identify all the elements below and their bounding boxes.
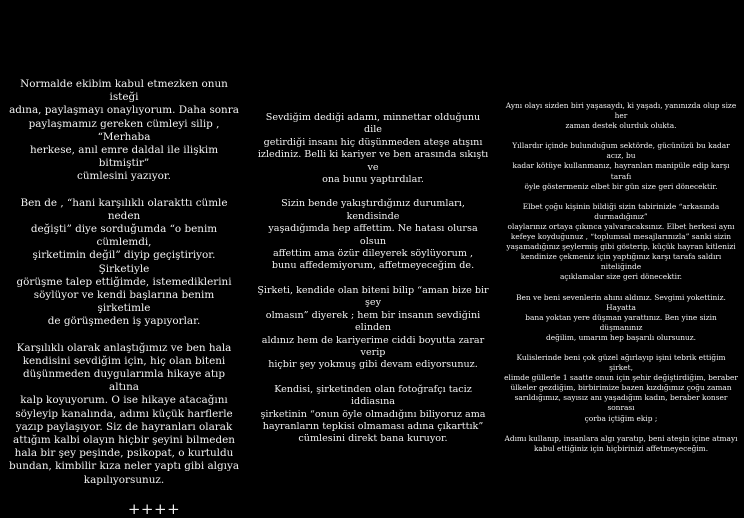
paragraph: Aynı olayı sizden biri yaşasaydı, ki yaşadı, yanınızda olup size her zaman destek olurduk olukta. xyxy=(505,101,737,131)
paragraph: Normalde ekibim kabul etmezken onun isteği adına, paylaşmayı onaylıyorum. Daha sonra paylaşmamız gereken cümleyi silip , “Merhaba herkese, anıl emre daldal ile ilişkim bitmiştir” cümlesini yazıyor. xyxy=(9,78,239,183)
closing-mark: ++++ xyxy=(127,499,181,518)
paragraph: Karşılıklı olarak anlaştığımız ve ben hala kendisini sevdiğim için, hiç olan biteni düşünmeden duygularımla hikaye atıp altına kalp koyuyorum. O ise hikaye atacağını söyleyip kanalında, adımı küçük harflerle yazıp paylaşıyor. Siz de hayranları olarak attığım kalbi olayın hiçbir şeyini bilmeden hala bir şey peşinde, psikopat, o kurtuldu bundan, kimbilir kıza neler yaptı gibi algıya kapılıyorsunuz. xyxy=(8,341,240,486)
paragraph: Elbet çoğu kişinin bildiği sizin tabirinizle “arkasında durmadığınız” olaylarınız ortaya çıkınca yalvaracaksınız. Elbet herkesi aynı kefeye koyduğunuz , “toplumsal mesajlarınızla” sanki sizin yaşamadığınız şeylermiş gibi gösterip, küçük hayran kitlenizi kendinize çekmeniz için yaptığınız karşı tarafa saldırı niteliğinde açıklamalar size geri dönecektir. xyxy=(506,201,736,282)
paragraph: Kendisi, şirketinden olan fotoğrafçı taciz iddiasına şirketinin “onun öyle olmadığını biliyoruz ama hayranların tepkisi olmaması adına çıkarttık” cümlesini direkt bana kuruyor. xyxy=(260,383,486,445)
paragraph: Ben de , “hani karşılıklı olarakttı cümle neden değişti” diye sorduğumda “o benim cümlemdi, şirketimin değil” diyip geçiştiriyor. Şirketiyle görüşme talep ettiğimde, istemediklerini söylüyor ve kendi başlarına benim şirketimle de görüşmeden iş yapıyorlar. xyxy=(16,196,232,328)
paragraph: Yıllardır içinde bulunduğum sektörde, gücünüzü bu kadar acız, bu kadar kötüye kullanmanız, hayranları manipüle edip karşı tarafı öyle göstermeniz elbet bir gün size geri dönecektir. xyxy=(512,141,730,191)
statement-column-middle xyxy=(250,112,496,446)
paragraph: Ben ve beni sevenlerin ahını aldınız. Sevgimi yokettiniz. Hayatta bana yoktan yere düşman yarattınız. Ben yine sizin düşmanınız değilim, umarım hep başarılı olursunuz. xyxy=(516,292,726,342)
statement-column-left xyxy=(0,78,248,517)
paragraph: Adımı kullanıp, insanlara algı yaratıp, beni ateşin içine atmayı kabul ettiğiniz için hiçbirinizi affetmeyeceğim. xyxy=(504,433,738,453)
paragraph: Kulislerinde beni çok güzel ağırlayıp işini tebrik ettiğim şirket, elimde güllerle 1 saatte onun için şehir değiştirdiğim, beraber ülkeler gezdiğim, birbirimize bazen kızdığımız çoğu zaman sarıldığımız, sayısız anı yaşadığım kadın, beraber konser sonrası çorba içtiğim ekip ; xyxy=(504,352,738,423)
paragraph: Sizin bende yakıştırdığınız durumları, kendisinde yaşadığımda hep affettim. Ne hatası olursa olsun affettim ama özür dileyerek söylüyorum , bunu affedemiyorum, affetmeyeceğim de. xyxy=(268,198,478,272)
paragraph: Sevdiğim dediği adamı, minnettar olduğunu dile getirdiği insanı hiç düşünmeden ateşe atışını izlediniz. Belli ki kariyer ve ben arasında sıkıştı ve ona bunu yaptırdılar. xyxy=(257,112,489,186)
statement-column-right xyxy=(498,101,744,454)
paragraph: Şirketi, kendide olan biteni bilip “aman bize bir şey olmasın” diyerek ; hem bir insanın sevdiğini elinden aldınız hem de kariyerime ciddi boyutta zarar verip hiçbir şey yokmuş gibi devam ediyorsunuz. xyxy=(257,284,489,371)
